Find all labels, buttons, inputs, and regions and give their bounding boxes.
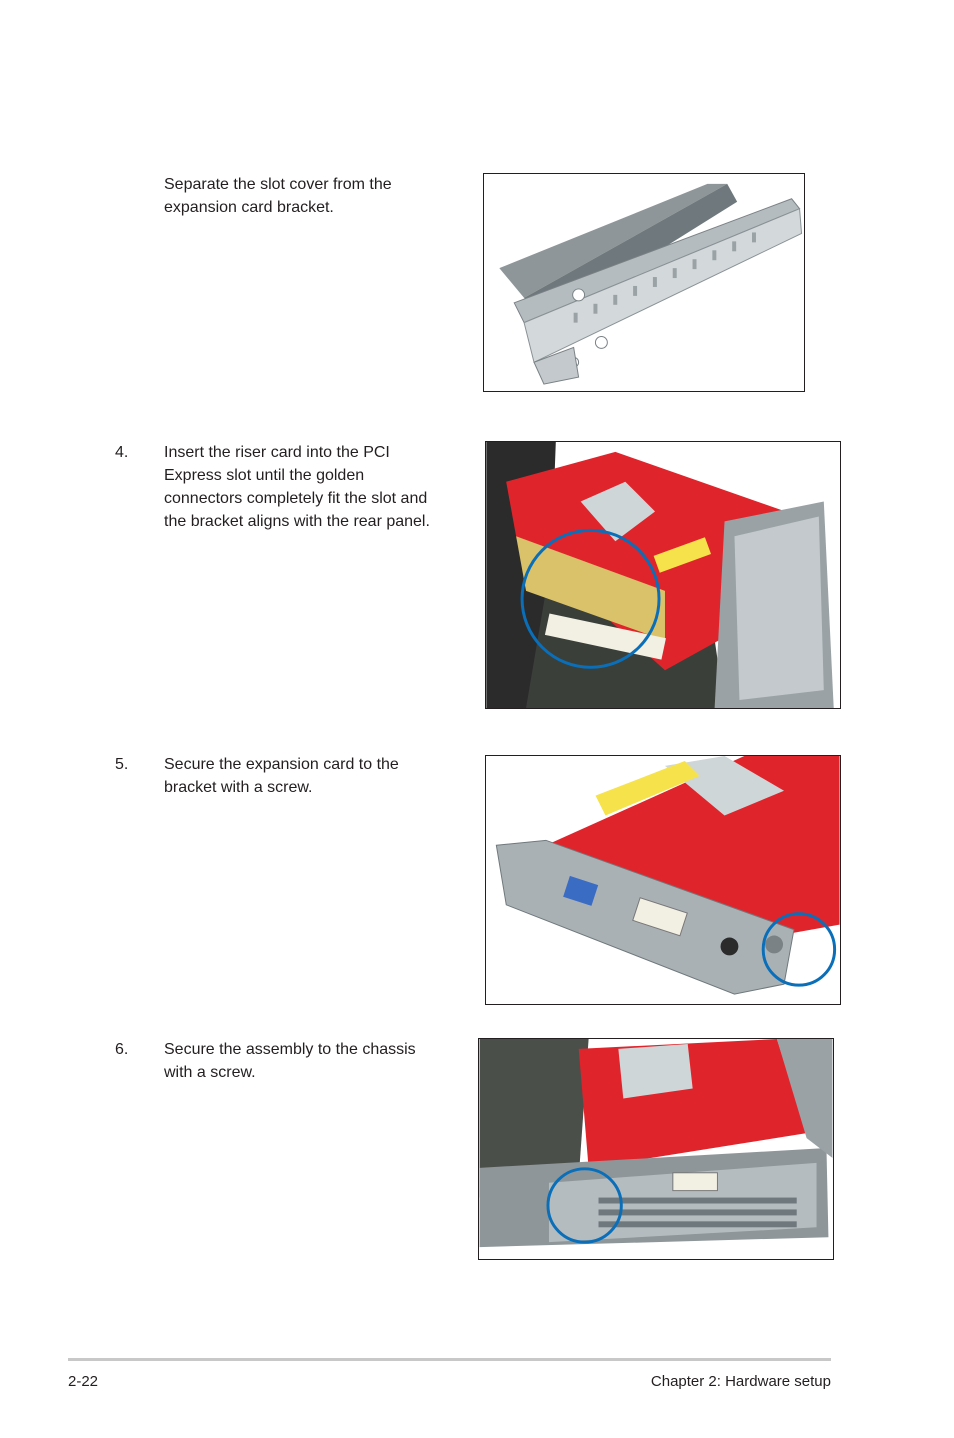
- slot-cover-bracket-photo: [483, 173, 805, 392]
- chapter-title: Chapter 2: Hardware setup: [650, 1373, 831, 1390]
- bracket-illustration: [484, 174, 804, 391]
- highlight-circle-icon: [486, 756, 840, 1004]
- chassis-screw-photo: [478, 1038, 834, 1260]
- riser-card-insertion-photo: [485, 441, 841, 709]
- step-5-number: 5.: [115, 756, 129, 773]
- step-6-text: Secure the assembly to the chassis with a screw.: [164, 1041, 416, 1081]
- expansion-card-screw-photo: [485, 755, 841, 1005]
- step-5-text: Secure the expansion card to the bracket with a screw.: [164, 756, 399, 796]
- step-6-number: 6.: [115, 1041, 129, 1058]
- step-3-text: Separate the slot cover from the expansion card bracket.: [164, 176, 392, 216]
- step-4-number: 4.: [115, 444, 129, 461]
- step-4-text: Insert the riser card into the PCI Express slot until the golden connectors completely fit the slot and the bracket aligns with the rear panel.: [164, 444, 430, 530]
- highlight-circle-icon: [486, 442, 840, 708]
- highlight-circle-icon: [479, 1039, 833, 1259]
- page-number: 2-22: [68, 1373, 99, 1390]
- footer-divider: [68, 1358, 831, 1361]
